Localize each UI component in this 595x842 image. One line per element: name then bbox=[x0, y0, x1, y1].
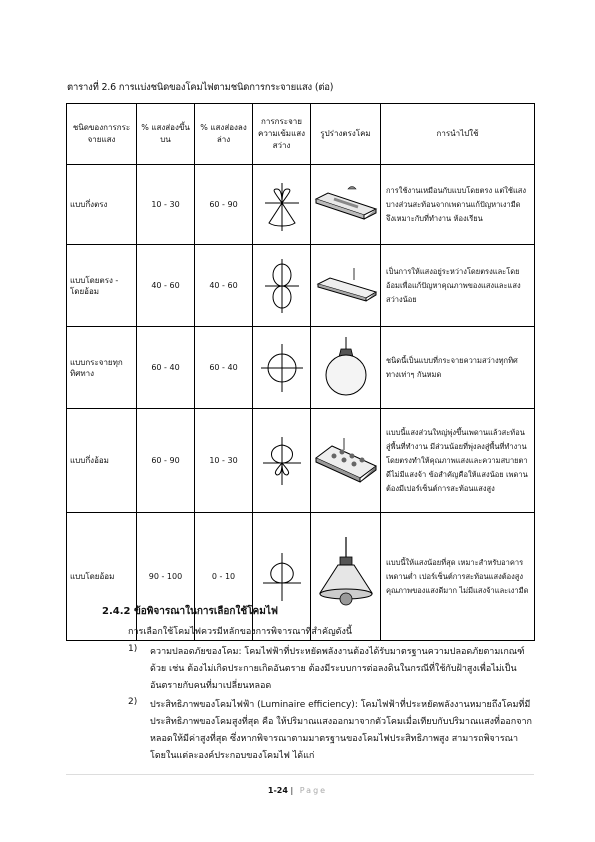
row-down: 0 - 10 bbox=[195, 513, 253, 641]
semi-direct-distribution-icon bbox=[257, 175, 307, 235]
semi-indirect-distribution-icon bbox=[257, 433, 307, 489]
list-item bbox=[128, 697, 534, 765]
distribution-diagram bbox=[253, 245, 311, 327]
row-type: แบบกระจายทุกทิศทาง bbox=[67, 327, 137, 409]
row-up: 60 - 90 bbox=[137, 409, 195, 513]
row-use: การใช้งานเหมือนกับแบบโดยตรง แต่ใช้แสงบางส่วนสะท้อนจากเพดานแก้ปัญหาเงามืด จึงเหมาะกับที่ทำงาน ห้องเรียน bbox=[381, 165, 535, 245]
row-down: 60 - 90 bbox=[195, 165, 253, 245]
fixture-picture bbox=[311, 245, 381, 327]
table-row bbox=[67, 513, 535, 641]
row-up: 10 - 30 bbox=[137, 165, 195, 245]
list-item-number: 2) bbox=[128, 697, 138, 707]
list-item bbox=[128, 644, 534, 695]
grid-fixture-icon bbox=[314, 436, 380, 486]
row-use: แบบนี้ให้แสงน้อยที่สุด เหมาะสำหรับอาคารเพดานต่ำ เปอร์เซ็นต์การสะท้อนแสงต้องสูง คุณภาพของแสงดีมาก ไม่มีแสงจ้าและเงามืด bbox=[381, 513, 535, 641]
row-type: แบบโดยตรง - โดยอ้อม bbox=[67, 245, 137, 327]
table-caption: ตารางที่ 2.6 การแบ่งชนิดของโคมไฟตามชนิดการกระจายแสง (ต่อ) bbox=[67, 82, 334, 93]
header-use: การนำไปใช้ bbox=[381, 104, 535, 165]
section-intro: การเลือกใช้โคมไฟควรมีหลักของการพิจารณาที่สำคัญดังนี้ bbox=[128, 627, 353, 637]
header-up-percent: % แสงส่องขึ้นบน bbox=[137, 104, 195, 165]
suspended-fixture-icon bbox=[314, 266, 380, 306]
row-up: 60 - 40 bbox=[137, 327, 195, 409]
page-number: 1-24 bbox=[267, 786, 288, 795]
page-separator: | bbox=[290, 786, 294, 795]
direct-indirect-distribution-icon bbox=[257, 255, 307, 317]
header-shape: รูปร่างตรงโคม bbox=[311, 104, 381, 165]
row-up: 40 - 60 bbox=[137, 245, 195, 327]
row-use: แบบนี้แสงส่วนใหญ่พุ่งขึ้นเพดานแล้วสะท้อนสู่พื้นที่ทำงาน มีส่วนน้อยที่พุ่งลงสู่พื้นที่ทำงานโดยตรงทำให้คุณภาพแสงและความสบายตาดีไม่มีแสงจ้า ข้อสำคัญคือให้แสงน้อย เพดานต้องมีเปอร์เซ็นต์การสะท้อนแสงสูง bbox=[381, 409, 535, 513]
fixture-picture bbox=[311, 409, 381, 513]
row-type: แบบโดยอ้อม bbox=[67, 513, 137, 641]
table-row bbox=[67, 245, 535, 327]
row-type: แบบกึ่งตรง bbox=[67, 165, 137, 245]
indirect-distribution-icon bbox=[257, 549, 307, 605]
table-row bbox=[67, 327, 535, 409]
table-row bbox=[67, 165, 535, 245]
globe-pendant-icon bbox=[321, 337, 371, 399]
row-down: 40 - 60 bbox=[195, 245, 253, 327]
page-label: Page bbox=[299, 786, 328, 795]
high-bay-fixture-icon bbox=[316, 537, 376, 617]
row-up: 90 - 100 bbox=[137, 513, 195, 641]
diffuse-distribution-icon bbox=[257, 340, 307, 396]
luminaire-distribution-table bbox=[66, 103, 535, 641]
row-type: แบบกึ่งอ้อม bbox=[67, 409, 137, 513]
distribution-diagram bbox=[253, 513, 311, 641]
fixture-picture bbox=[311, 513, 381, 641]
row-use: เป็นการให้แสงอยู่ระหว่างโดยตรงและโดยอ้อมเพื่อแก้ปัญหาคุณภาพของแสงและแสงสว่างน้อย bbox=[381, 245, 535, 327]
section-heading: 2.4.2 ข้อพิจารณาในการเลือกใช้โคมไฟ bbox=[102, 606, 278, 617]
table-row bbox=[67, 409, 535, 513]
list-item-number: 1) bbox=[128, 644, 138, 654]
list-item-text: ประสิทธิภาพของโคมไฟฟ้า (Luminaire efficiency): โคมไฟฟ้าที่ประหยัดพลังงานหมายถึงโคมที่มีประสิทธิภาพของโคมสูงที่สุด คือ ให้ปริมาณแสงออกมาจากตัวโคมเมื่อเทียบกับปริมาณแสงที่ออกจากหลอดให้มีค่าสูงที่สุด ซึ่งหากพิจารณาตามมาตรฐานของโคมไฟประสิทธิภาพสูง สามารถพิจารณาโดยในแต่ละองค์ประกอบของโคมไฟ ได้แก่ bbox=[150, 700, 532, 761]
header-distribution: การกระจายความเข้มแสงสว่าง bbox=[253, 104, 311, 165]
row-use: ชนิดนี้เป็นแบบที่กระจายความสว่างทุกทิศทางเท่าๆ กันหมด bbox=[381, 327, 535, 409]
table-header-row bbox=[67, 104, 535, 165]
row-down: 60 - 40 bbox=[195, 327, 253, 409]
fixture-picture bbox=[311, 327, 381, 409]
distribution-diagram bbox=[253, 409, 311, 513]
header-down-percent: % แสงส่องลงล่าง bbox=[195, 104, 253, 165]
header-type: ชนิดของการกระจายแสง bbox=[67, 104, 137, 165]
page-footer bbox=[0, 786, 595, 795]
list-item-text: ความปลอดภัยของโคม: โคมไฟฟ้าที่ประหยัดพลังงานต้องได้รับมาตรฐานความปลอดภัยตามเกณฑ์ด้วย เช่น ต้องไม่เกิดประกายเกิดอันตราย ต้องมีระบบการต่อลงดินในกรณีที่ใช้กับฝ้าสูงเพื่อไม่เป็นอันตรายกับคนที่มาเปลี่ยนหลอด bbox=[150, 647, 525, 691]
distribution-diagram bbox=[253, 327, 311, 409]
linear-fixture-icon bbox=[314, 185, 380, 225]
fixture-picture bbox=[311, 165, 381, 245]
distribution-diagram bbox=[253, 165, 311, 245]
row-down: 10 - 30 bbox=[195, 409, 253, 513]
footer-divider bbox=[66, 774, 534, 775]
